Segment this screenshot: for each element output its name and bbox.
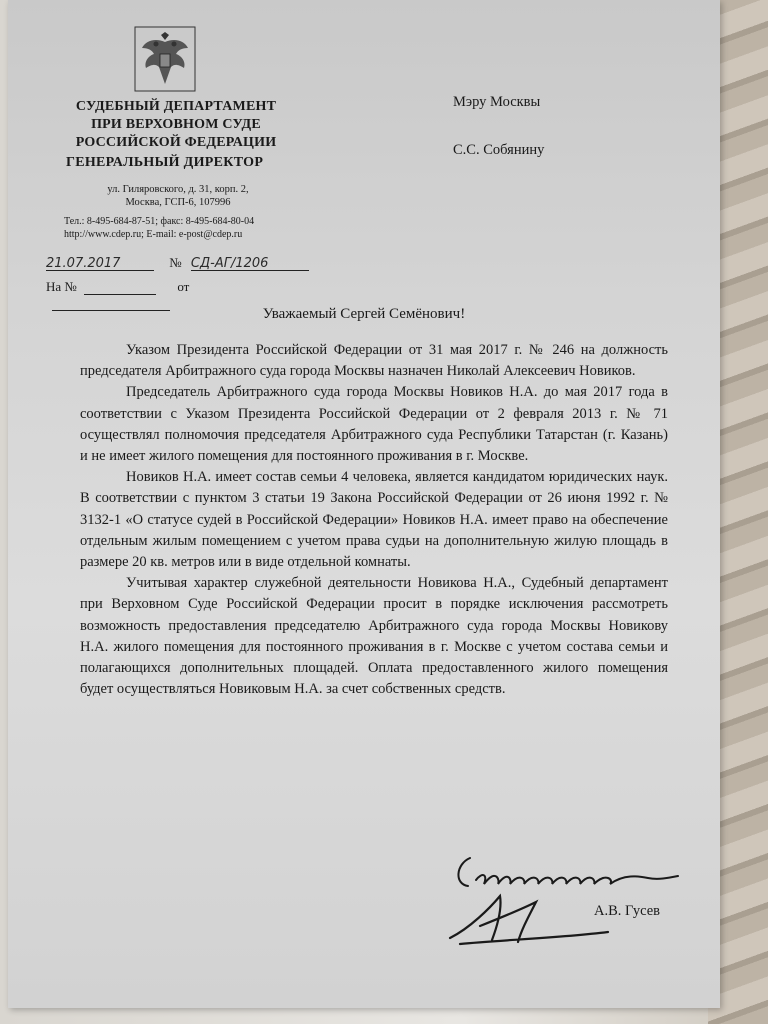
number-label: № [169, 255, 182, 270]
body-paragraph: Председатель Арбитражного суда города Москвы Новиков Н.А. до мая 2017 года в соответствии с Указом Президента Российской Федерации от 2 февраля 2013 г. № 71 осуществлял полномочия председателя Арбитражного суда Республики Татарстан (г. Казань) и не имеет жилого помещения для постоянного проживания в г. Москве. [80, 384, 668, 465]
addressee-title: Мэру Москвы [453, 94, 541, 110]
registration-block [46, 255, 316, 295]
body-paragraph: Учитывая характер служебной деятельности Новикова Н.А., Судебный департамент при Верховном Суде Российской Федерации просит в порядке исключения рассмотреть возможность предоставления председателю Арбитражного суда города Москвы Новикову Н.А. жилого помещения для постоянного проживания в г. Москве с учетом состава семьи и полагающихся дополнительных площадей. Оплата предоставленного жилого помещения будет осуществляться Новиковым Н.А. за счет собственных средств. [80, 575, 668, 698]
reference-from-label: от [177, 279, 190, 294]
letter-body [80, 340, 668, 700]
body-paragraph: Указом Президента Российской Федерации от 31 мая 2017 г. № 246 на должность председателя Арбитражного суда города Москвы назначен Николай Алексеевич Новиков. [80, 342, 668, 380]
registration-number: СД-АГ/1206 [191, 256, 309, 271]
signature [440, 888, 610, 948]
director-title: ГЕНЕРАЛЬНЫЙ ДИРЕКТОР [66, 155, 264, 170]
contact-info [64, 215, 254, 241]
reference-label: На № [46, 279, 77, 294]
signer-name: А.В. Гусев [594, 903, 660, 919]
org-line: ПРИ ВЕРХОВНОМ СУДЕ [91, 117, 261, 132]
address-line: ул. Гиляровского, д. 31, корп. 2, [107, 184, 249, 195]
body-paragraph: Новиков Н.А. имеет состав семьи 4 человека, является кандидатом юридических наук. В соответствии с пунктом 3 статьи 19 Закона Российской Федерации от 26 июня 1992 г. № 3132-1 «О статусе судей в Российской Федерации» Новиков Н.А. имеет право на обеспечение отдельным жилым помещением с учетом права судьи на дополнительную жилую площадь в размере 20 кв. метров или в виде отдельной комнаты. [80, 469, 668, 571]
letter-page [8, 0, 720, 1008]
reference-number-blank [84, 280, 156, 295]
web-line: http://www.cdep.ru; E-mail: e-post@cdep.ru [64, 229, 243, 240]
registration-date: 21.07.2017 [46, 256, 154, 271]
postal-address [78, 183, 278, 209]
coat-of-arms-icon [134, 26, 196, 92]
addressee-block [453, 92, 544, 160]
org-line: СУДЕБНЫЙ ДЕПАРТАМЕНТ [75, 99, 277, 114]
phone-line: Тел.: 8-495-684-87-51; факс: 8-495-684-80-04 [64, 216, 255, 227]
salutation: Уважаемый Сергей Семёнович! [262, 306, 466, 322]
addressee-name: С.С. Собянину [453, 142, 545, 158]
registration-row [46, 255, 316, 271]
org-line: РОССИЙСКОЙ ФЕДЕРАЦИИ [75, 135, 277, 150]
address-line: Москва, ГСП-6, 107996 [125, 197, 231, 208]
organization-name [52, 98, 300, 152]
